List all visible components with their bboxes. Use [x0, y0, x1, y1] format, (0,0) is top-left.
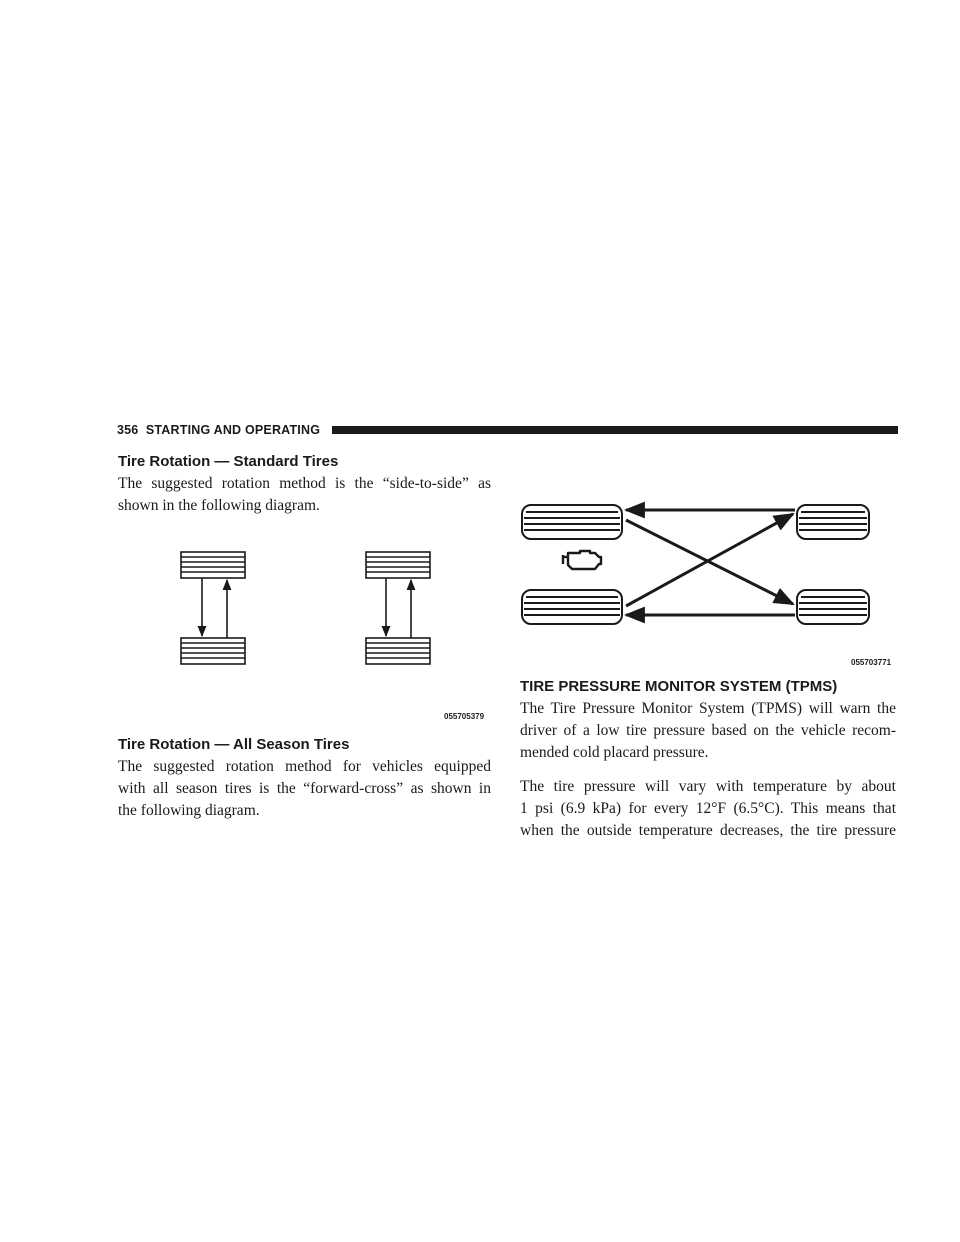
text-line: The suggested rotation method is the “side-to-side” as	[118, 475, 491, 492]
side-to-side-diagram	[175, 545, 475, 725]
figure-code: 055703771	[851, 658, 892, 667]
tire-icon	[366, 552, 430, 578]
page-number: 356	[117, 423, 139, 437]
engine-icon	[563, 551, 601, 569]
header-text	[117, 422, 320, 438]
tpms-paragraph-1	[520, 698, 896, 764]
header-rule	[332, 426, 898, 434]
tpms-heading: TIRE PRESSURE MONITOR SYSTEM (TPMS)	[520, 678, 838, 695]
standard-tires-heading: Tire Rotation — Standard Tires	[118, 453, 339, 470]
figure-code: 055705379	[444, 712, 485, 721]
text-line: The tire pressure will vary with temperature by about	[520, 778, 896, 795]
text-line: The suggested rotation method for vehicles equipped	[118, 758, 491, 775]
page-header	[117, 422, 898, 438]
text-line: 1 psi (6.9 kPa) for every 12°F (6.5°C). This means that	[520, 800, 896, 817]
tire-icon	[366, 638, 430, 664]
tpms-paragraph-2	[520, 776, 896, 842]
tire-icon	[522, 505, 622, 539]
forward-cross-diagram	[515, 490, 895, 640]
text-line: shown in the following diagram.	[118, 497, 320, 514]
section-title: STARTING AND OPERATING	[145, 423, 321, 437]
text-line: driver of a low tire pressure based on the vehicle recom-	[520, 722, 896, 739]
text-line: when the outside temperature decreases, the tire pressure	[520, 822, 896, 839]
all-season-tires-text	[118, 756, 491, 822]
text-line: the following diagram.	[118, 802, 260, 819]
all-season-tires-heading: Tire Rotation — All Season Tires	[118, 736, 350, 753]
text-line: The Tire Pressure Monitor System (TPMS) will warn the	[520, 700, 896, 717]
text-line: with all season tires is the “forward-cross” as shown in	[118, 780, 491, 797]
tire-icon	[181, 638, 245, 664]
tire-icon	[522, 590, 622, 624]
tire-icon	[181, 552, 245, 578]
text-line: mended cold placard pressure.	[520, 744, 709, 761]
tire-icon	[797, 590, 869, 624]
tire-icon	[797, 505, 869, 539]
standard-tires-text	[118, 473, 491, 517]
